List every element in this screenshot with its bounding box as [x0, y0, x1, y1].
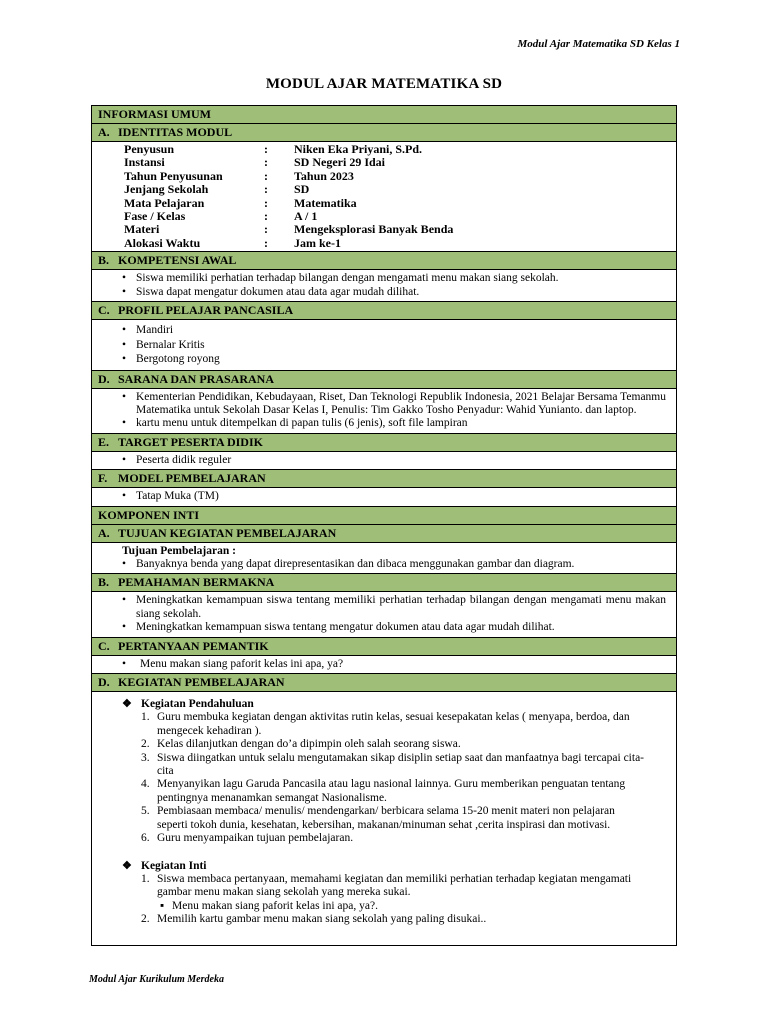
identitas-sep: :: [264, 235, 268, 250]
module-table: [91, 105, 677, 946]
identitas-key: Materi: [124, 222, 160, 237]
section-heading: SARANA DAN PRASARANA: [118, 371, 275, 386]
section-heading: IDENTITAS MODUL: [118, 125, 233, 139]
section-heading: KEGIATAN PEMBELAJARAN: [118, 675, 285, 690]
identitas-key: Instansi: [124, 155, 165, 170]
list-item: [120, 805, 646, 832]
step-text: Menyanyikan lagu Garuda Pancasila atau lagu nasional lainnya. Guru memberikan penguatan tentang pentingnya menanamkan semangat Nasionalisme.: [157, 778, 626, 804]
section-heading: MODEL PEMBELAJARAN: [118, 471, 266, 486]
step-number: 1.: [141, 711, 150, 724]
list-item: [120, 832, 646, 845]
identitas-key: Tahun Penyusunan: [124, 168, 223, 183]
identitas-sep: :: [264, 182, 268, 197]
list-item: • Bernalar Kritis: [120, 338, 666, 353]
section-tujuan-header: [92, 525, 676, 543]
list-item: • kartu menu untuk ditempelkan di papan tulis (6 jenis), soft file lampiran: [120, 417, 666, 430]
section-heading: PERTANYAAN PEMANTIK: [118, 638, 269, 653]
section-number: E.: [98, 434, 110, 449]
profil-list: [92, 320, 676, 371]
identitas-value: Matematika: [294, 195, 357, 210]
kegiatan-pendahuluan-heading: ❖ Kegiatan Pendahuluan: [120, 698, 646, 711]
identitas-sep: :: [264, 195, 268, 210]
step-number: 6.: [141, 832, 150, 845]
section-heading: PROFIL PELAJAR PANCASILA: [118, 303, 294, 318]
identitas-sep: :: [264, 168, 268, 183]
identitas-sep: :: [264, 209, 268, 224]
tujuan-subheading: Tujuan Pembelajaran :: [122, 544, 236, 557]
step-text: Guru membuka kegiatan dengan aktivitas rutin kelas, sesuai kesepakatan kelas ( menyapa, berdoa, dan mengecek kehadiran ).: [157, 711, 630, 737]
section-number: B.: [98, 253, 110, 268]
identitas-sep: :: [264, 222, 268, 237]
list-item: [120, 752, 646, 779]
identitas-value: A / 1: [294, 209, 318, 224]
section-heading: TARGET PESERTA DIDIK: [118, 434, 263, 449]
identitas-key: Penyusun: [124, 142, 175, 156]
section-kegiatan-header: [92, 674, 676, 692]
section-sarana-header: [92, 371, 676, 389]
identitas-value: Tahun 2023: [294, 168, 354, 183]
list-item: • Meningkatkan kemampuan siswa tentang mengatur dokumen atau data agar mudah dilihat.: [120, 621, 666, 634]
document-title: MODUL AJAR MATEMATIKA SD: [265, 76, 503, 92]
list-item: • Tatap Muka (TM): [120, 490, 666, 503]
section-number: D.: [98, 371, 110, 386]
identitas-sep: :: [264, 155, 268, 170]
section-kompetensi-header: [92, 252, 676, 270]
sarana-list: [92, 389, 676, 434]
identitas-value: Niken Eka Priyani, S.Pd.: [294, 142, 423, 156]
identitas-key: Alokasi Waktu: [124, 235, 201, 250]
step-text: Memilih kartu gambar menu makan siang sekolah yang paling disukai..: [157, 913, 487, 926]
step-text: Pembiasaan membaca/ menulis/ mendengarkan/ berbicara selama 15-20 menit materi non pelajaran seperti tokoh dunia, kesehatan, kebersihan, makanan/minuman sehat ,cerita inspirasi dan motivasi.: [157, 805, 615, 831]
list-item: [120, 913, 646, 926]
step-number: 5.: [141, 805, 150, 818]
identitas-value: SD: [294, 182, 310, 197]
section-number: F.: [98, 471, 108, 486]
kegiatan-inti-heading: ❖ Kegiatan Inti: [120, 860, 646, 873]
step-text: Kelas dilanjutkan dengan do’a dipimpin oleh salah seorang siswa.: [157, 738, 461, 751]
list-item: • Banyaknya benda yang dapat direpresentasikan dan dibaca menggunakan gambar dan diagram.: [120, 558, 666, 571]
step-number: 4.: [141, 778, 150, 791]
target-list: [92, 452, 676, 470]
running-footer: Modul Ajar Kurikulum Merdeka: [89, 974, 224, 985]
section-informasi-umum: INFORMASI UMUM: [92, 106, 676, 124]
step-number: 2.: [141, 913, 150, 926]
tujuan-content: [92, 543, 676, 575]
section-heading: TUJUAN KEGIATAN PEMBELAJARAN: [118, 525, 337, 540]
list-item: [120, 711, 646, 738]
list-item: [120, 873, 646, 900]
list-item: • Siswa memiliki perhatian terhadap bilangan dengan mengamati menu makan siang sekolah.: [120, 272, 666, 285]
section-number: B.: [98, 575, 110, 590]
identitas-value: SD Negeri 29 Idai: [294, 155, 385, 170]
list-item: • Kementerian Pendidikan, Kebudayaan, Riset, Dan Teknologi Republik Indonesia, 2021 Belajar Bersama Temanmu Matematika untuk Sekolah Dasar Kelas I, Penulis: Tim Gakko Tosho Penyadur: Wahid Yunianto. dan laptop.: [120, 391, 666, 418]
section-pertanyaan-header: [92, 638, 676, 656]
section-number: A.: [98, 125, 110, 139]
step-text: Siswa diingatkan untuk selalu mengutamakan sikap disiplin setiap saat dan manfaatnya bagi tercapai cita-cita: [157, 751, 645, 778]
section-model-header: [92, 470, 676, 488]
identitas-key: Jenjang Sekolah: [124, 182, 209, 197]
identitas-list: [92, 142, 676, 252]
identitas-value: Mengeksplorasi Banyak Benda: [294, 222, 454, 237]
step-text: Siswa membaca pertanyaan, memahami kegiatan dan memiliki perhatian terhadap kegiatan mengamati gambar menu makan siang sekolah yang mereka sukai.: [157, 872, 632, 899]
identitas-key: Mata Pelajaran: [124, 195, 205, 210]
identitas-sep: :: [264, 142, 268, 156]
list-item: • Siswa dapat mengatur dokumen atau data agar mudah dilihat.: [120, 286, 666, 299]
pertanyaan-list: [92, 656, 676, 674]
section-number: C.: [98, 303, 110, 318]
sub-list-item: ▪ Menu makan siang paforit kelas ini apa, ya?.: [120, 900, 646, 913]
pemahaman-list: [92, 592, 676, 637]
list-item: [120, 778, 646, 805]
list-item: • Peserta didik reguler: [120, 454, 666, 467]
list-item: • Menu makan siang paforit kelas ini apa, ya?: [120, 658, 666, 671]
list-item: • Meningkatkan kemampuan siswa tentang memiliki perhatian terhadap bilangan dengan mengamati menu makan siang sekolah.: [120, 594, 666, 621]
step-text: Guru menyampaikan tujuan pembelajaran.: [157, 832, 354, 845]
section-number: A.: [98, 525, 110, 540]
section-heading: PEMAHAMAN BERMAKNA: [118, 575, 275, 590]
kompetensi-list: [92, 270, 676, 302]
section-pemahaman-header: [92, 574, 676, 592]
step-number: 1.: [141, 872, 150, 885]
running-header: Modul Ajar Matematika SD Kelas 1: [517, 38, 680, 50]
section-identitas-header: [92, 124, 676, 142]
identitas-key: Fase / Kelas: [124, 209, 186, 224]
list-item: • Bergotong royong: [120, 352, 666, 367]
section-profil-header: [92, 302, 676, 320]
section-heading: KOMPETENSI AWAL: [118, 253, 237, 268]
step-number: 3.: [141, 751, 150, 764]
list-item: [120, 738, 646, 751]
section-komponen-inti: KOMPONEN INTI: [92, 507, 676, 525]
section-number: D.: [98, 675, 110, 690]
spacer: [120, 846, 646, 860]
list-item: • Mandiri: [120, 323, 666, 338]
step-number: 2.: [141, 738, 150, 751]
section-target-header: [92, 434, 676, 452]
section-number: C.: [98, 638, 110, 653]
identitas-value: Jam ke-1: [294, 235, 341, 250]
model-list: [92, 488, 676, 506]
kegiatan-content: [92, 692, 676, 929]
